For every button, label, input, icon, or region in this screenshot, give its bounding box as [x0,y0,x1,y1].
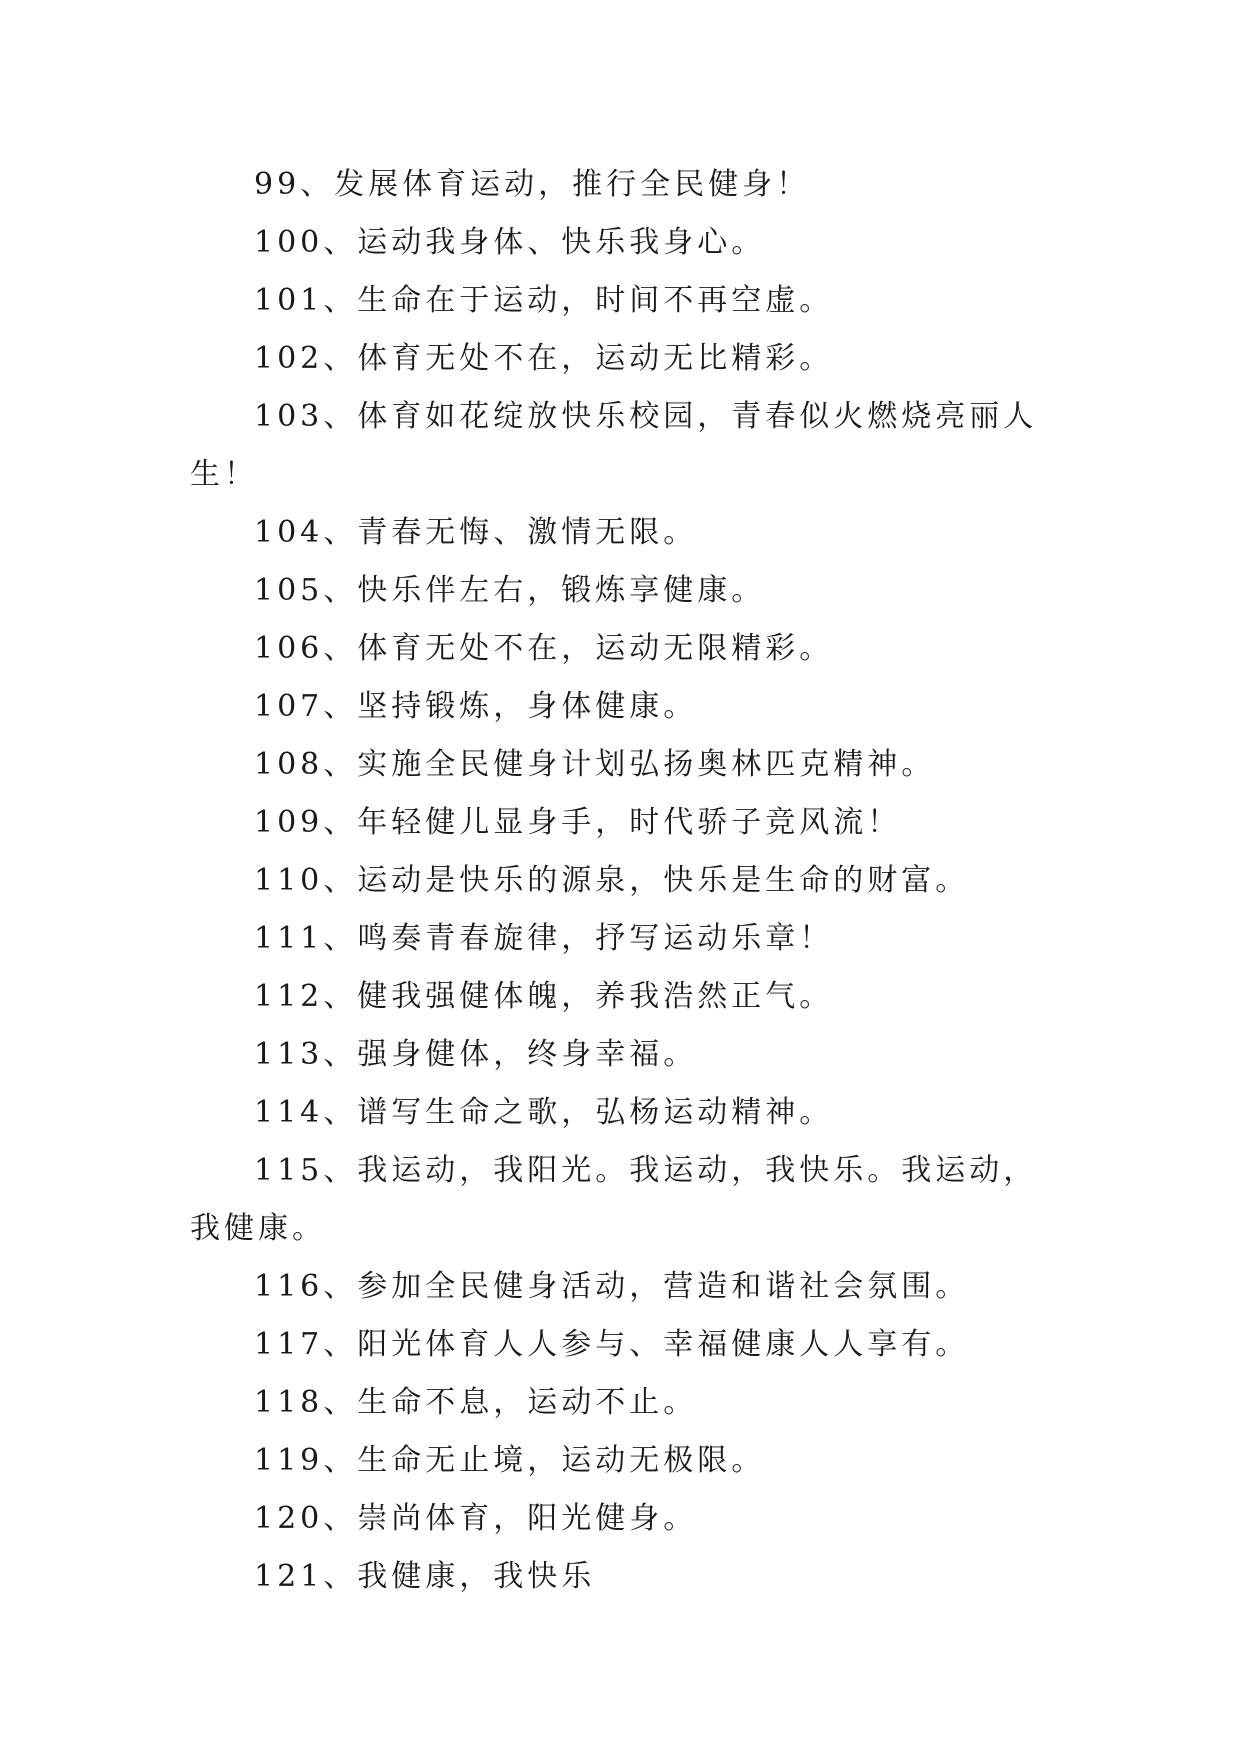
list-item: 101、生命在于运动，时间不再空虚。 [254,283,834,318]
list-item: 103、体育如花绽放快乐校园，青春似火燃烧亮丽人生！ [190,399,1038,492]
list-item: 112、健我强健体魄，养我浩然正气。 [254,979,834,1014]
list-item: 108、实施全民健身计划弘扬奥林匹克精神。 [254,747,936,782]
list-item: 111、鸣奏青春旋律，抒写运动乐章！ [254,921,834,956]
list-item: 119、生命无止境，运动无极限。 [254,1443,766,1478]
list-item: 120、崇尚体育，阳光健身。 [254,1501,698,1536]
list-item: 105、快乐伴左右，锻炼享健康。 [254,573,766,608]
list-item: 116、参加全民健身活动，营造和谐社会氛围。 [254,1269,970,1304]
list-item: 114、谱写生命之歌，弘杨运动精神。 [254,1095,834,1130]
list-item: 117、阳光体育人人参与、幸福健康人人享有。 [254,1327,970,1362]
list-item: 113、强身健体，终身幸福。 [254,1037,698,1072]
list-item: 104、青春无悔、激情无限。 [254,515,698,550]
list-item: 99、发展体育运动，推行全民健身！ [254,167,811,202]
list-item: 102、体育无处不在，运动无比精彩。 [254,341,834,376]
list-item: 107、坚持锻炼，身体健康。 [254,689,698,724]
list-item: 109、年轻健儿显身手，时代骄子竞风流！ [254,805,902,840]
list-item: 110、运动是快乐的源泉，快乐是生命的财富。 [254,863,970,898]
list-item: 100、运动我身体、快乐我身心。 [254,225,766,260]
document-body [190,156,1060,1606]
list-item: 118、生命不息，运动不止。 [254,1385,698,1420]
list-item: 121、我健康，我快乐 [254,1559,596,1594]
list-item: 115、我运动，我阳光。我运动，我快乐。我运动，我健康。 [190,1153,1038,1246]
list-item: 106、体育无处不在，运动无限精彩。 [254,631,834,666]
